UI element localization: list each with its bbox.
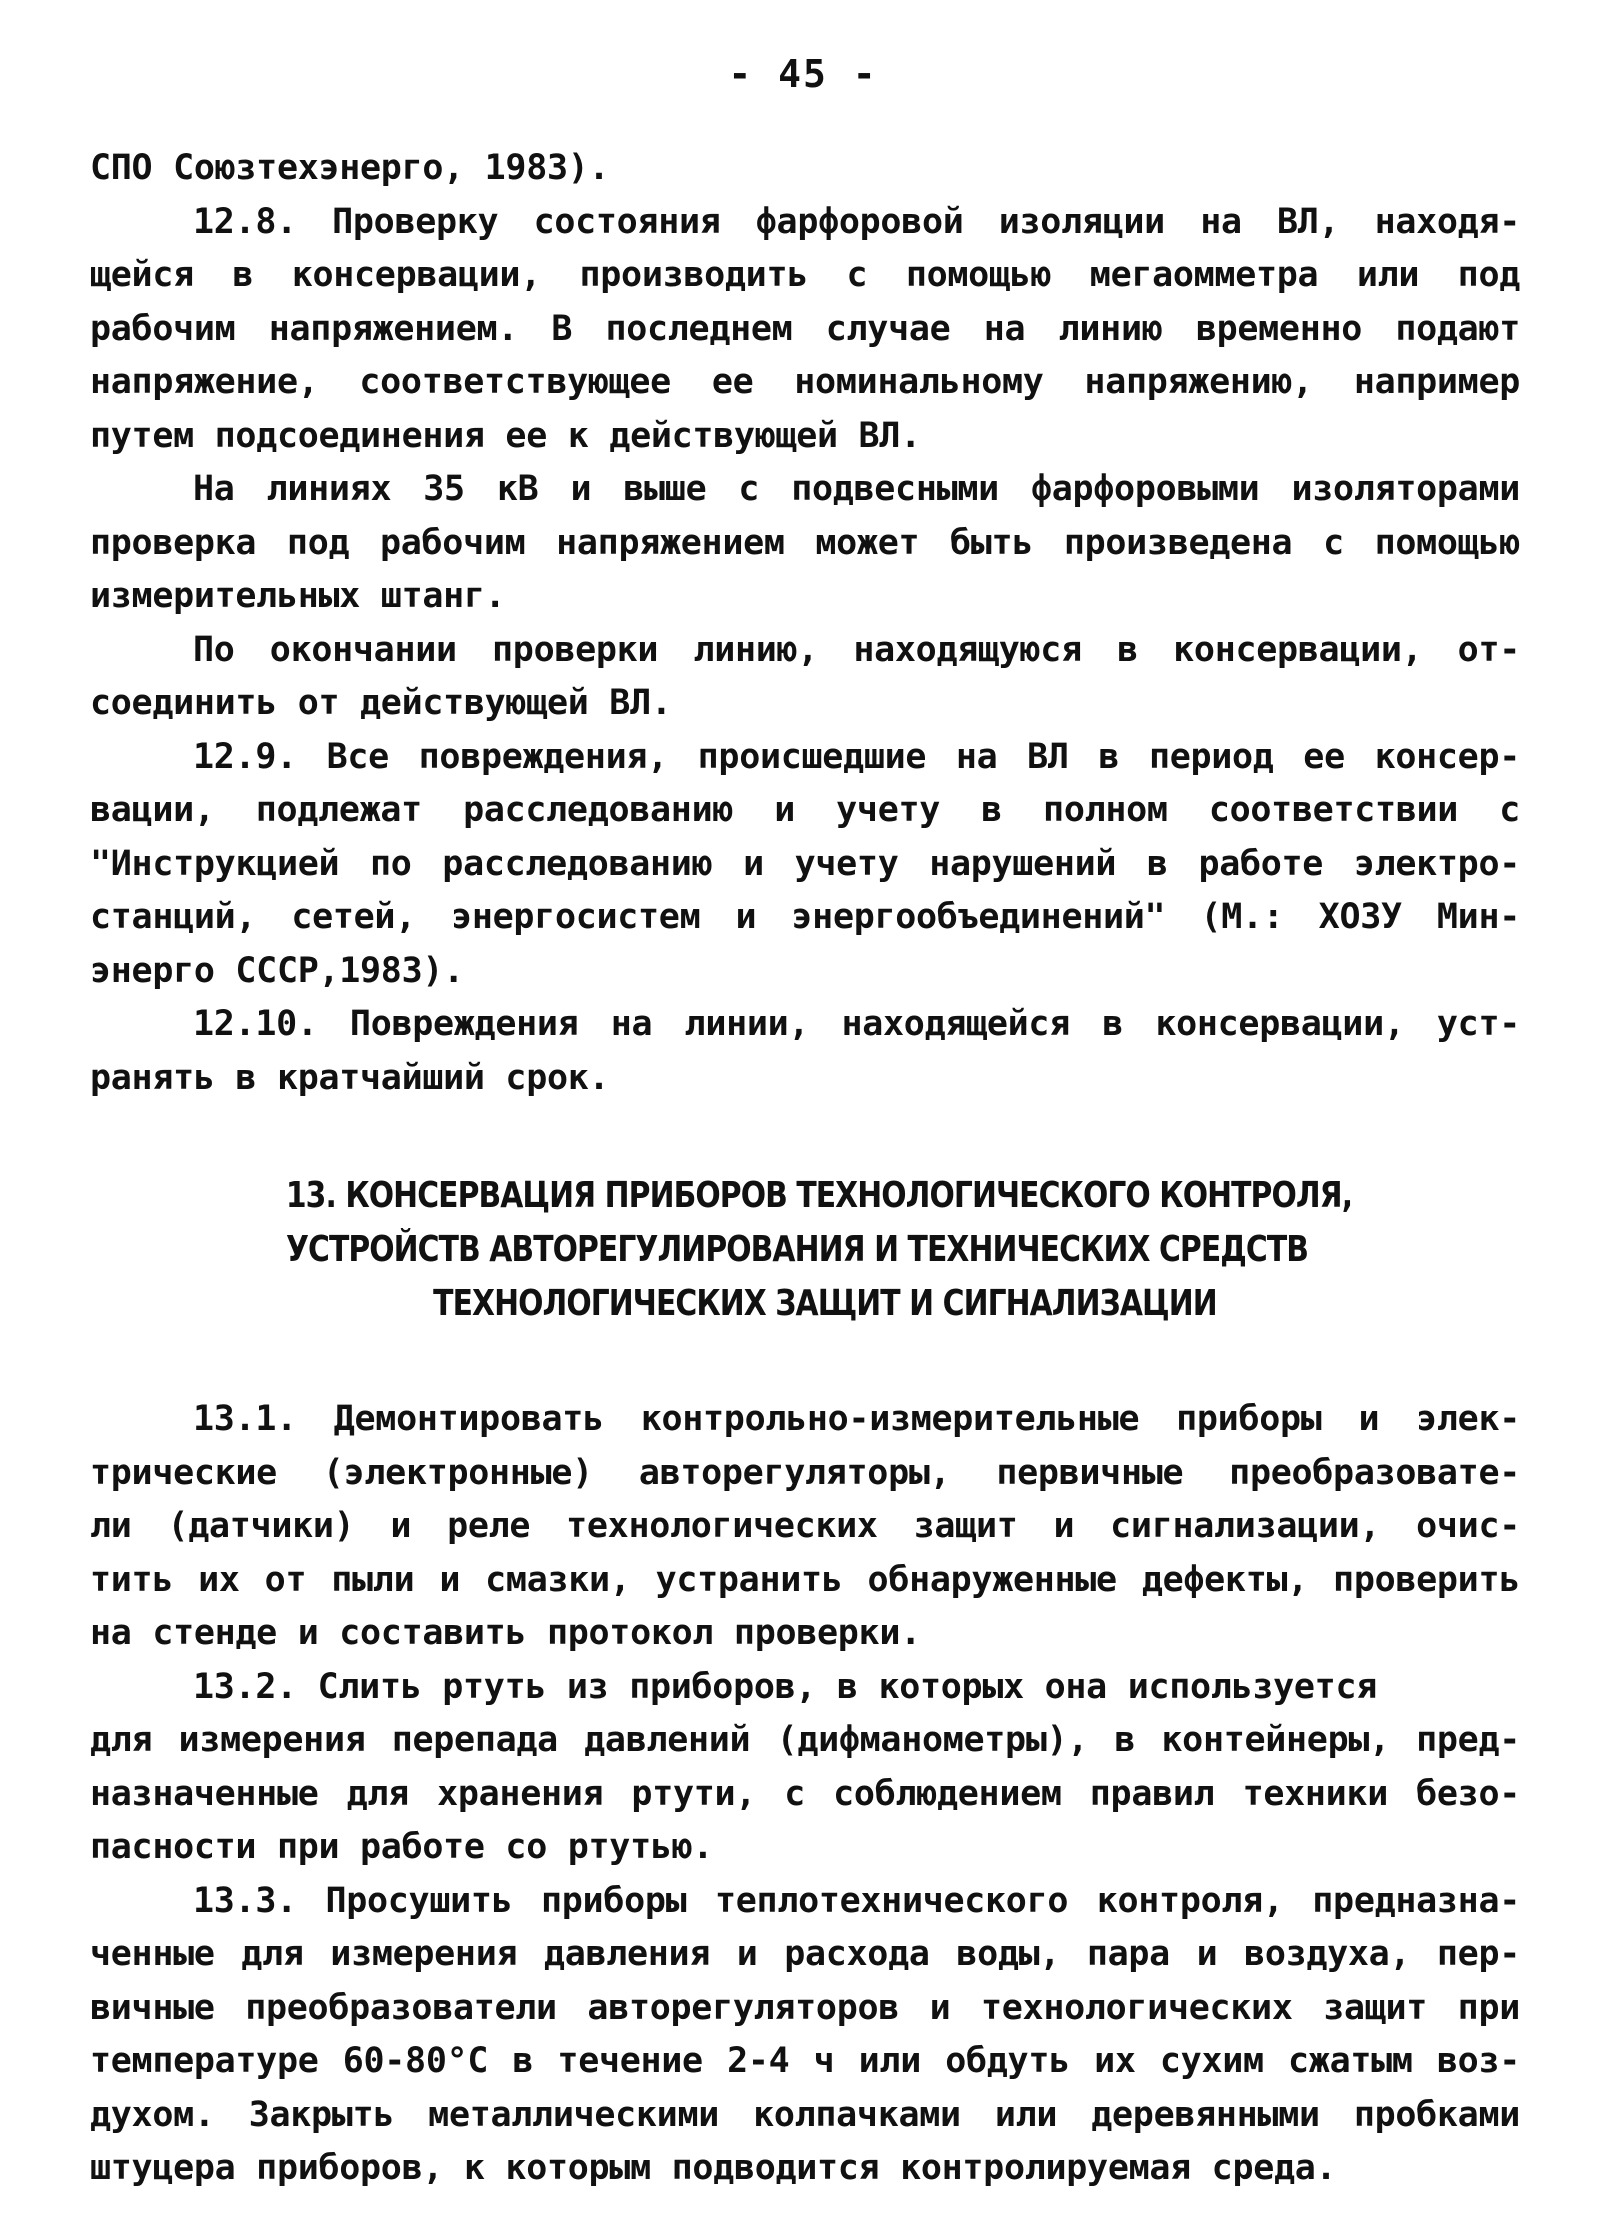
text-line: 13.1. Демонтировать контрольно-измерительные приборы и элек- [193,1399,1520,1439]
text-line: 12.8. Проверку состояния фарфоровой изоляции на ВЛ, находя- [193,201,1520,242]
text-line: тить их от пыли и смазки, устранить обнаруженные дефекты, проверить [90,1559,1520,1600]
text-line: энерго СССР,1983). [90,950,464,991]
heading-line: 13. КОНСЕРВАЦИЯ ПРИБОРОВ ТЕХНОЛОГИЧЕСКОГО КОНТРОЛЯ, [285,1175,1353,1216]
text-line: СПО Союзтехэнерго, 1983). [90,148,610,188]
text-line: 12.10. Повреждения на линии, находящейся в консервации, уст- [193,1004,1520,1044]
text-line: соединить от действующей ВЛ. [90,683,672,723]
text-line: проверка под рабочим напряжением может быть произведена с помощью [90,522,1520,563]
paragraph-12-10 [90,998,1520,1105]
text-line: измерительных штанг. [90,576,506,616]
document-body [90,142,1520,2196]
text-line: станций, сетей, энергосистем и энергообъединений" (М.: ХОЗУ Мин- [90,897,1520,937]
text-line: ченные для измерения давления и расхода воды, пара и воздуха, пер- [90,1934,1520,1974]
page-number: - 45 - [728,52,878,96]
text-line: "Инструкцией по расследованию и учету нарушений в работе электро- [90,843,1520,884]
paragraph-13-2 [90,1661,1520,1875]
section-heading [90,1169,1520,1331]
text-line: 12.9. Все повреждения, происшедшие на ВЛ в период ее консер- [193,736,1520,777]
paragraph-end-check [90,624,1520,731]
paragraph-13-1 [90,1393,1520,1661]
text-line: трические (электронные) авторегуляторы, первичные преобразовате- [90,1452,1520,1493]
heading-line: УСТРОЙСТВ АВТОРЕГУЛИРОВАНИЯ И ТЕХНИЧЕСКИХ СРЕДСТВ [285,1229,1309,1270]
text-line: 13.2. Слить ртуть из приборов, в которых она используется [193,1666,1377,1707]
text-line: духом. Закрыть металлическими колпачками или деревянными пробками [90,2094,1520,2135]
text-line: температуре 60-80°С в течение 2-4 ч или обдуть их сухим сжатым воз- [90,2041,1520,2081]
text-line: вации, подлежат расследованию и учету в полном соответствии с [90,790,1520,830]
text-line: ранять в кратчайший срок. [90,1057,610,1098]
text-line: пасности при работе со ртутью. [90,1827,714,1867]
paragraph-12-8 [90,196,1520,464]
text-line: штуцера приборов, к которым подводится контролируемая среда. [90,2148,1337,2188]
text-line: На линиях 35 кВ и выше с подвесными фарфоровыми изоляторами [193,469,1520,509]
text-line: назначенные для хранения ртути, с соблюдением правил техники безо- [90,1773,1520,1814]
text-line: для измерения перепада давлений (дифманометры), в контейнеры, пред- [90,1720,1520,1760]
text-line: путем подсоединения ее к действующей ВЛ. [90,415,921,456]
heading-line: ТЕХНОЛОГИЧЕСКИХ ЗАЩИТ И СИГНАЛИЗАЦИИ [433,1283,1217,1324]
text-line: 13.3. Просушить приборы теплотехнического контроля, предназна- [193,1880,1520,1921]
paragraph-12-9 [90,731,1520,999]
paragraph-35kv [90,463,1520,624]
text-line: вичные преобразователи авторегуляторов и технологических защит при [90,1987,1520,2028]
text-line: щейся в консервации, производить с помощью мегаомметра или под [90,255,1520,295]
text-line: ли (датчики) и реле технологических защит и сигнализации, очис- [90,1506,1520,1546]
text-line: напряжение, соответствующее ее номинальному напряжению, например [90,362,1520,402]
text-line: на стенде и составить протокол проверки. [90,1613,921,1653]
text-line: По окончании проверки линию, находящуюся в консервации, от- [193,629,1520,670]
paragraph-13-3 [90,1875,1520,2196]
text-line: рабочим напряжением. В последнем случае на линию временно подают [90,308,1520,349]
